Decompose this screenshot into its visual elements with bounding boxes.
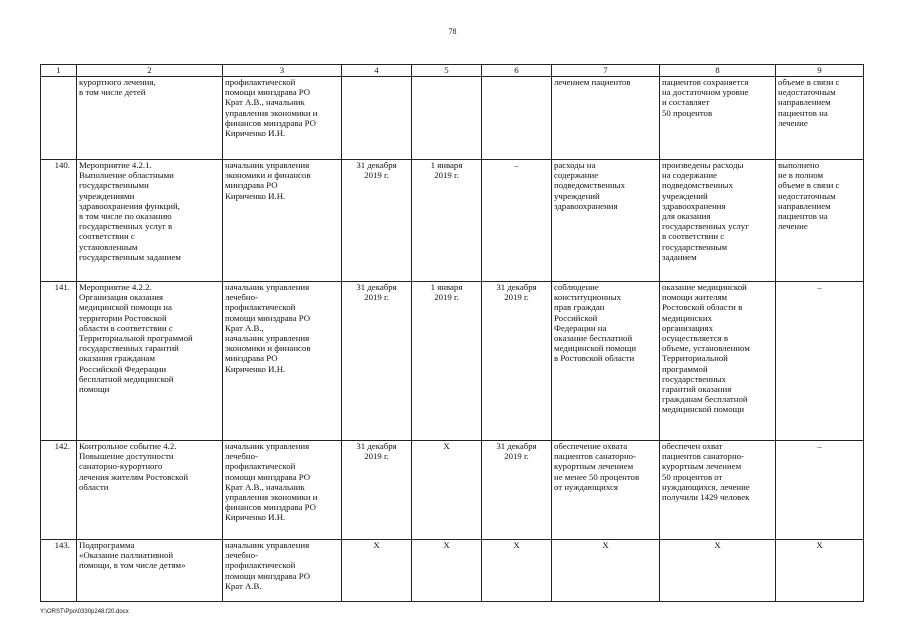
row-number: 143.: [41, 540, 77, 602]
fact-start-date: 1 января 2019 г.: [412, 160, 482, 282]
activity-name: Мероприятие 4.2.2. Организация оказания медицинской помощи на территории Ростовской области в соответствии с Территориальной программой государственных гарантий оказания гражданам Российской Федерации бесплатной медицинской помощи: [77, 282, 223, 441]
planned-result: лечением пациентов: [552, 77, 660, 160]
responsible-person: профилактической помощи минздрава РО Крат А.В., начальник управления экономики и финансов минздрава РО Кириченко И.Н.: [223, 77, 342, 160]
table-row: [41, 540, 864, 602]
activity-name: Контрольное событие 4.2. Повышение доступности санаторно-курортного лечения жителям Ростовской области: [77, 441, 223, 540]
fact-end-date: 31 декабря 2019 г.: [482, 282, 552, 441]
planned-result: соблюдение конституционных прав граждан Российской Федерации на оказание бесплатной медицинской помощи в Ростовской области: [552, 282, 660, 441]
column-header: 1: [41, 65, 77, 77]
column-header: 6: [482, 65, 552, 77]
footer-file-path: Y:\ORST\Ppo\0330p248.f20.docx: [40, 609, 129, 615]
planned-result: X: [552, 540, 660, 602]
actual-result: оказание медицинской помощи жителям Ростовской области в медицинских организациях осуществляется в объеме, установленном Территориальной программой государственных гарантий оказания гражданам бесплатной медицинской помощи: [660, 282, 776, 441]
column-header: 8: [660, 65, 776, 77]
responsible-person: начальник управления лечебно- профилактической помощи минздрава РО Крат А.В., начальник управления экономики и финансов минздрава РО Кириченко И.Н.: [223, 282, 342, 441]
table-row: [41, 282, 864, 441]
column-header: 9: [776, 65, 864, 77]
column-header: 7: [552, 65, 660, 77]
row-number: [41, 77, 77, 160]
activity-name: Подпрограмма «Оказание паллиативной помощи, в том числе детям»: [77, 540, 223, 602]
row-number: 141.: [41, 282, 77, 441]
fact-end-date: –: [482, 160, 552, 282]
activity-name: Мероприятие 4.2.1. Выполнение областными государственными учреждениями здравоохранения функций, в том числе по оказанию государственных услуг в соответствии с установленным государственным заданием: [77, 160, 223, 282]
column-header: 3: [223, 65, 342, 77]
plan-date: 31 декабря 2019 г.: [342, 282, 412, 441]
page-number: 78: [448, 27, 457, 36]
responsible-person: начальник управления экономики и финансов минздрава РО Кириченко И.Н.: [223, 160, 342, 282]
reasons: –: [776, 441, 864, 540]
report-table: [40, 64, 864, 602]
fact-start-date: 1 января 2019 г.: [412, 282, 482, 441]
actual-result: обеспечен охват пациентов санаторно- курортным лечением 50 процентов от нуждающихся, лечение получили 1429 человек: [660, 441, 776, 540]
column-header: 4: [342, 65, 412, 77]
reasons: выполнено не в полном объеме в связи с недостаточным направлением пациентов на лечение: [776, 160, 864, 282]
column-header: 2: [77, 65, 223, 77]
fact-start-date: X: [412, 441, 482, 540]
plan-date: 31 декабря 2019 г.: [342, 441, 412, 540]
fact-start-date: X: [412, 540, 482, 602]
actual-result: произведены расходы на содержание подведомственных учреждений здравоохранения для оказания государственных услуг в соответствии с государственным заданием: [660, 160, 776, 282]
planned-result: обеспечение охвата пациентов санаторно- курортным лечением не менее 50 процентов от нуждающихся: [552, 441, 660, 540]
fact-end-date: 31 декабря 2019 г.: [482, 441, 552, 540]
reasons: –: [776, 282, 864, 441]
plan-date: [342, 77, 412, 160]
table-row: [41, 441, 864, 540]
responsible-person: начальник управления лечебно- профилактической помощи минздрава РО Крат А.В., начальник управления экономики и финансов минздрава РО Кириченко И.Н.: [223, 441, 342, 540]
actual-result: X: [660, 540, 776, 602]
row-number: 142.: [41, 441, 77, 540]
activity-name: курортного лечения, в том числе детей: [77, 77, 223, 160]
table-row: [41, 160, 864, 282]
plan-date: 31 декабря 2019 г.: [342, 160, 412, 282]
fact-start-date: [412, 77, 482, 160]
planned-result: расходы на содержание подведомственных учреждений здравоохранения: [552, 160, 660, 282]
table-row: [41, 77, 864, 160]
fact-end-date: [482, 77, 552, 160]
plan-date: X: [342, 540, 412, 602]
fact-end-date: X: [482, 540, 552, 602]
reasons: X: [776, 540, 864, 602]
column-header: 5: [412, 65, 482, 77]
reasons: объеме в связи с недостаточным направлением пациентов на лечение: [776, 77, 864, 160]
actual-result: пациентов сохраняется на достаточном уровне и составляет 50 процентов: [660, 77, 776, 160]
column-number-row: [41, 65, 864, 77]
row-number: 140.: [41, 160, 77, 282]
responsible-person: начальник управления лечебно- профилактической помощи минздрава РО Крат А.В.: [223, 540, 342, 602]
